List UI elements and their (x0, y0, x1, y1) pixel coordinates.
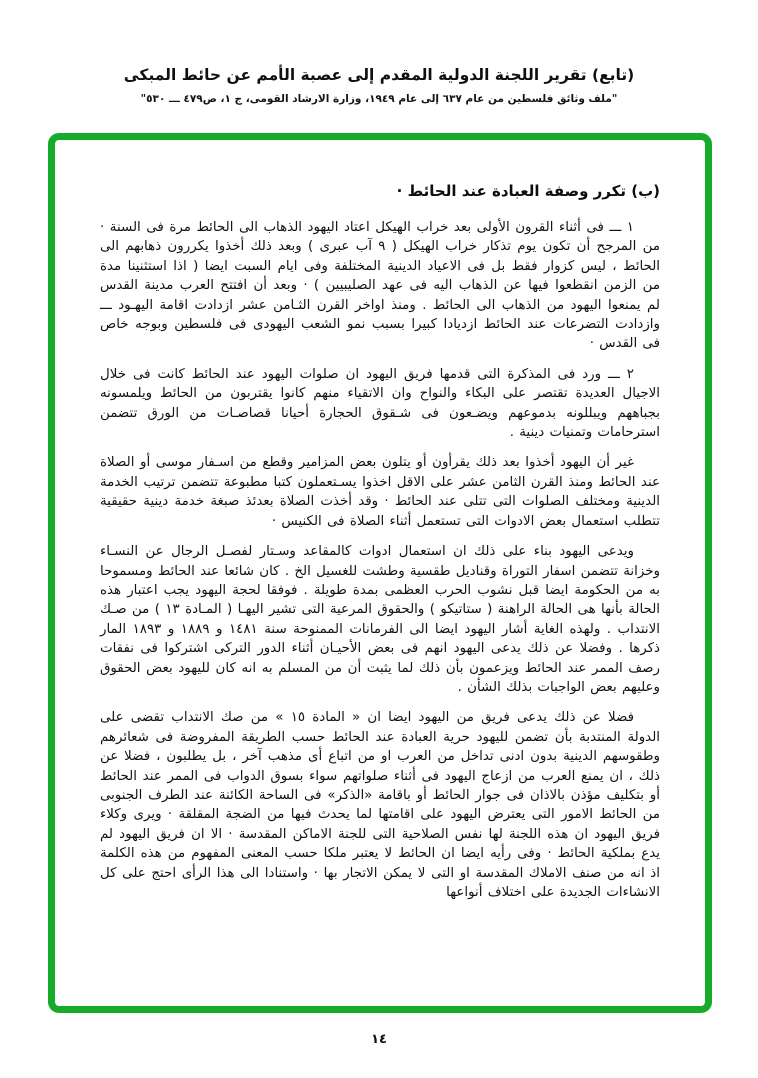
page-header (0, 66, 758, 105)
report-title: (تابع) تقرير اللجنة الدولية المقدم إلى عصبة الأمم عن حائط المبكى (123, 66, 635, 84)
paragraph-5: فضلا عن ذلك يدعى فريق من اليهود ايضا ان « المادة ١٥ » من صك الانتداب تقضى على الدولة المنتدبة بأن تضمن لليهود حرية العبادة عند الحائط حسب الطريقة المفروضة فى شعائرهم وطقوسهم الدينية بدون ادنى تداخل من العرب او من اتباع أى مذهب آخر ، بل يطلبون ، فضلا عن ذلك ، ان يمنع العرب من ازعاج اليهود فى أثناء صلواتهم سواء بسوق الدواب فى الممر عند الحائط أو بتكليف مؤذن بالاذان فى جوار الحائط أو باقامة «الذكر» فى الساحة الكائنة عند الطرف الجنوبى من الحائط الامور التى يعترض اليهود على اقامتها لما يحدث فيها من الضجة المقلقة · ويرى وكلاء فريق اليهود ان هذه اللجنة لها نفس الصلاحية التى للجنة الاماكن المقدسة · الا ان فريق اليهود لم يدع بملكية الحائط · وفى رأيه ايضا ان الحائط لا يعتبر ملكا حسب المعنى المفهوم من هذه الكلمة اذ انه من صنف الاملاك المقدسة او التى لا يمكن الاتجار بها · واستنادا الى هذا الرأى احتج على كل الانشاءات الجديدة على اختلاف أنواعها (100, 710, 660, 900)
page-number: ١٤ (371, 1032, 387, 1047)
paragraph-2: ٢ ـــ ورد فى المذكرة التى قدمها فريق اليهود ان صلوات اليهود عند الحائط كانت فى خلال الاجيال العديدة تقتصر على البكاء والنواح وان الاتقياء منهم كانوا يقتربون من الحائط ويلمسونه بجباههم ويبللونه بدموعهم ويضـعون فى شـقوق الحجارة أحيانا قصاصـات من الورق تتضمن استرحامات وتمنيات دينية . (100, 366, 660, 441)
source-citation: "ملف وثائق فلسطين من عام ٦٣٧ إلى عام ١٩٤٩، وزارة الارشاد القومى، ج ١، ص٤٧٩ ـــ ٥٣٠" (140, 93, 618, 105)
page-footer (0, 1028, 758, 1047)
paragraph-1: ١ ـــ فى أثناء القرون الأولى بعد خراب الهيكل اعتاد اليهود الذهاب الى الحائط مرة فى السنة · من المرجح أن تكون يوم تذكار خراب الهيكل ( ٩ آب عبرى ) وبعد ذلك أخذوا يكررون ذهابهم الى الحائط ، ليس كزوار فقط بل فى الاعياد الدينية المختلفة وفى ايام السبت ايضا ( اذا استثنينا مدة من الزمن انقطعوا فيها عن الذهاب اليه فى عهد الصليبيين ) · وبعد أن افتتح العرب مدينة القدس لم يمنعوا اليهود من الذهاب الى الحائط . ومنذ اواخر القرن الثـامن عشر ازدادت اقامة اليهـود ـــ وازدادت التضرعات عند الحائط ازديادا كبيرا بسبب نمو الشعب اليهودى فى فلسطين وبوجه خاص فى القدس · (100, 220, 660, 352)
paragraph-3: غير أن اليهود أخذوا بعد ذلك يقرأون أو يتلون بعض المزامير وقطع من اسـفار موسى أو الصلاة عند الحائط ومنذ القرن الثامن عشر على الاقل اخذوا يسـتعملون كتبا مطبوعة تتضمن ترتيب الخدمة الدينية ومختلف الصلوات التى تتلى عند الحائط · وقد أخذت الصلاة بعدئذ صبغة خدمة دينية حقيقية تتطلب استعمال بعض الادوات التى تستعمل أثناء الصلاة فى الكنيس · (100, 455, 660, 529)
paragraph-4: ويدعى اليهود بناء على ذلك ان استعمال ادوات كالمقاعد وسـتار لفصـل الرجال عن النسـاء وخزانة تتضمن اسفار التوراة وقناديل طقسية وطشت للغسيل الخ . كان شائعا عند الحائط ومسموحا به من الحكومة ايضا قبل نشوب الحرب العظمى بمدة طويلة . فوفقا لحجة اليهود يجب اعتبار هذه الحالة بأنها هى الحالة الراهنة ( ستاتيكو ) والحقوق المرعية التى تشير اليهـا ( المـادة ١٣ ) من صـك الانتداب . ولهذه الغاية أشار اليهود ايضا الى الفرمانات الممنوحة سنة ١٤٨١ و ١٨٨٩ و ١٨٩٣ المار ذكرها . وفضلا عن ذلك يدعى اليهود انهم فى بعض الأحيـان أثناء الدور التركى اشتركوا فى نفقات رصف الممر عند الحائط ويزعمون بأن ذلك لما يثبت أن من المسلم به انه كان لليهود بعض الحقوق وعليهم بعض الواجبات بذلك الشأن . (100, 544, 660, 695)
document-body-frame (48, 133, 712, 1013)
section-heading: (ب) تكرر وصفة العبادة عند الحائط · (396, 182, 660, 200)
